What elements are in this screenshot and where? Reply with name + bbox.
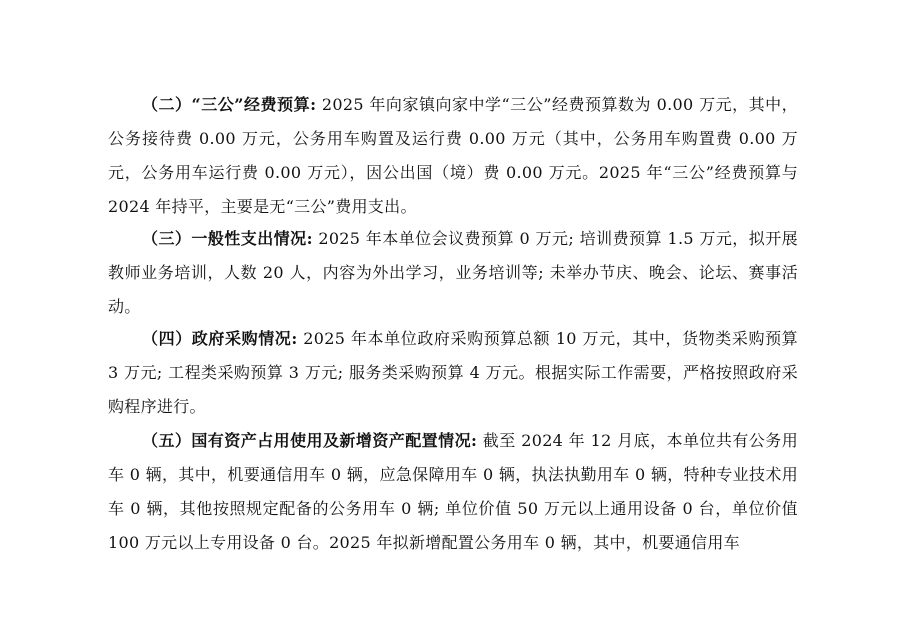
paragraph-body: 2025 年本单位会议费预算 0 万元; 培训费预算 1.5 万元，拟开展教师业务培训，人数 20 人，内容为外出学习，业务培训等; 未举办节庆、晚会、论坛、赛事活动。	[108, 229, 798, 316]
paragraph-san-gong-budget	[108, 88, 798, 224]
paragraph-body: 截至 2024 年 12 月底，本单位共有公务用车 0 辆，其中，机要通信用车 0 辆，应急保障用车 0 辆，执法执勤用车 0 辆，特种专业技术用车 0 辆，其他按照规定配备的公务用车 0 辆; 单位价值 50 万元以上通用设备 0 台，单位价值 100 万元以上专用设备 0 台。2025 年拟新增配置公务用车 0 辆，其中，机要通信用车	[108, 431, 798, 552]
paragraph-state-assets	[108, 424, 798, 560]
paragraph-heading: （二）“三公”经费预算:	[142, 95, 317, 114]
paragraph-heading: （五）国有资产占用使用及新增资产配置情况:	[142, 431, 478, 450]
paragraph-heading: （四）政府采购情况:	[142, 329, 298, 348]
paragraph-government-procurement	[108, 322, 798, 424]
paragraph-body: 2025 年向家镇向家中学“三公”经费预算数为 0.00 万元，其中，公务接待费 0.00 万元，公务用车购置及运行费 0.00 万元（其中，公务用车购置费 0.00 万元，公务用车运行费 0.00 万元），因公出国（境）费 0.00 万元。2025 年“三公”经费预算与 2024 年持平，主要是无“三公”费用支出。	[108, 95, 798, 216]
paragraph-general-expenditure	[108, 222, 798, 324]
paragraph-heading: （三）一般性支出情况:	[142, 229, 313, 248]
paragraph-body: 2025 年本单位政府采购预算总额 10 万元，其中，货物类采购预算 3 万元; 工程类采购预算 3 万元; 服务类采购预算 4 万元。根据实际工作需要，严格按照政府采购程序进行。	[108, 329, 798, 416]
